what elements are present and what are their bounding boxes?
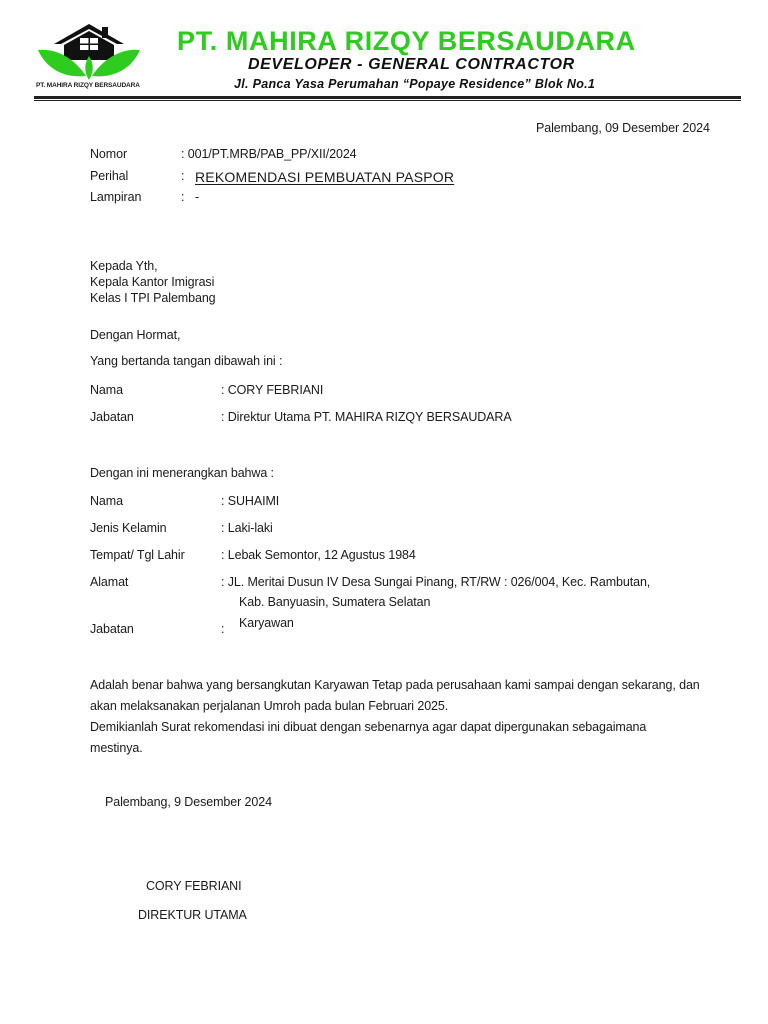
lampiran-value: - <box>195 190 200 204</box>
signer-nama-value: : CORY FEBRIANI <box>221 383 324 397</box>
subject-jabatan-colon: : <box>221 622 225 636</box>
subject-nama-value: : SUHAIMI <box>221 494 280 508</box>
lampiran-colon: : <box>181 190 185 204</box>
subject-birth-label: Tempat/ Tgl Lahir <box>90 548 185 562</box>
perihal-colon: : <box>181 169 185 183</box>
lampiran-label: Lampiran <box>90 190 142 204</box>
body-line-1: Adalah benar bahwa yang bersangkutan Karyawan Tetap pada perusahaan kami sampai dengan sekarang, dan <box>90 678 700 692</box>
body-line-3: Demikianlah Surat rekomendasi ini dibuat dengan sebenarnya agar dapat dipergunakan sebagaimana <box>90 720 647 734</box>
closing-date: Palembang, 9 Desember 2024 <box>105 795 272 809</box>
signer-nama-label: Nama <box>90 383 123 397</box>
body-line-4: mestinya. <box>90 741 143 755</box>
subject-alamat-label: Alamat <box>90 575 129 589</box>
recipient-line-3: Kelas I TPI Palembang <box>90 291 216 305</box>
subject-alamat-line-1: : JL. Meritai Dusun IV Desa Sungai Pinang, RT/RW : 026/004, Kec. Rambutan, <box>221 575 651 589</box>
recipient-line-1: Kepada Yth, <box>90 259 158 273</box>
signer-intro: Yang bertanda tangan dibawah ini : <box>90 354 283 368</box>
signature-name: CORY FEBRIANI <box>146 879 242 893</box>
signer-jabatan-value: : Direktur Utama PT. MAHIRA RIZQY BERSAUDARA <box>221 410 512 424</box>
salutation: Dengan Hormat, <box>90 328 181 342</box>
subject-gender-label: Jenis Kelamin <box>90 521 167 535</box>
subject-jabatan-value: Karyawan <box>239 616 294 630</box>
perihal-value: REKOMENDASI PEMBUATAN PASPOR <box>195 169 455 185</box>
company-name: PT. MAHIRA RIZQY BERSAUDARA <box>177 26 636 56</box>
letter-date: Palembang, 09 Desember 2024 <box>536 121 710 135</box>
nomor-value: : 001/PT.MRB/PAB_PP/XII/2024 <box>181 147 357 161</box>
subject-nama-label: Nama <box>90 494 123 508</box>
subject-birth-value: : Lebak Semontor, 12 Agustus 1984 <box>221 548 416 562</box>
signer-jabatan-label: Jabatan <box>90 410 134 424</box>
subject-gender-value: : Laki-laki <box>221 521 273 535</box>
company-address: Jl. Panca Yasa Perumahan “Popaye Residence” Blok No.1 <box>234 77 596 91</box>
body-line-2: akan melaksanakan perjalanan Umroh pada bulan Februari 2025. <box>90 699 449 713</box>
perihal-label: Perihal <box>90 169 129 183</box>
subject-alamat-line-2: Kab. Banyuasin, Sumatera Selatan <box>239 595 431 609</box>
recipient-line-2: Kepala Kantor Imigrasi <box>90 275 215 289</box>
letterhead-divider <box>34 96 741 99</box>
letterhead-divider-thin <box>34 100 741 101</box>
company-tagline: DEVELOPER - GENERAL CONTRACTOR <box>248 56 575 73</box>
nomor-label: Nomor <box>90 147 128 161</box>
subject-intro: Dengan ini menerangkan bahwa : <box>90 466 274 480</box>
logo-caption: PT. MAHIRA RIZQY BERSAUDARA <box>36 82 140 89</box>
signature-title: DIREKTUR UTAMA <box>138 908 247 922</box>
subject-jabatan-label: Jabatan <box>90 622 134 636</box>
